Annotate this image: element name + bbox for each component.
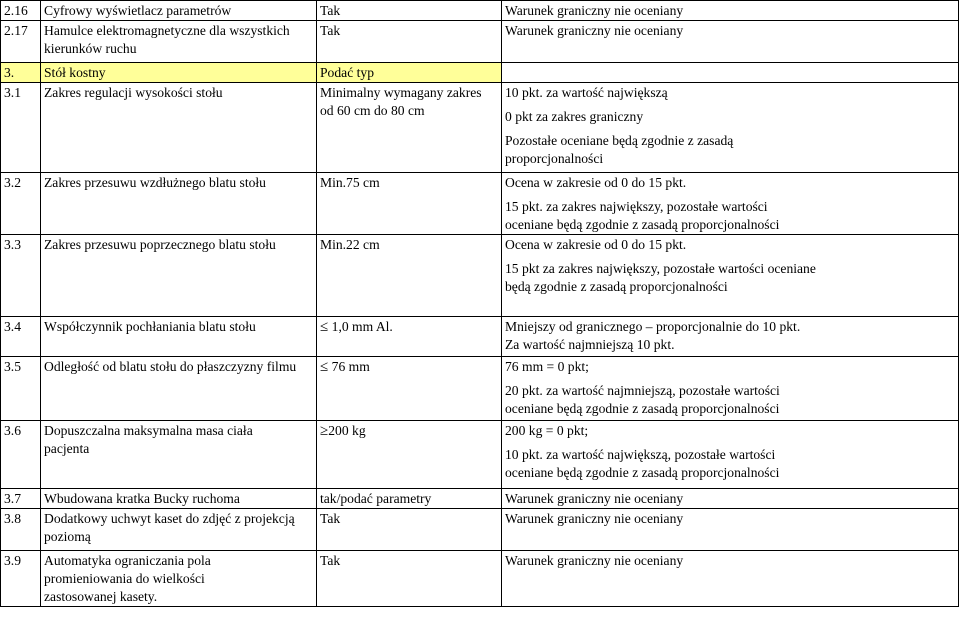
evaluation-line: Warunek graniczny nie oceniany bbox=[505, 23, 684, 38]
table-row bbox=[1, 235, 959, 317]
evaluation-line: Warunek graniczny nie oceniany bbox=[505, 553, 684, 568]
evaluation-line: Warunek graniczny nie oceniany bbox=[505, 511, 684, 526]
table-row bbox=[1, 489, 959, 509]
row-description: Dopuszczalna maksymalna masa ciała pacjenta bbox=[41, 421, 317, 489]
row-number: 3.4 bbox=[1, 317, 41, 357]
row-requirement: tak/podać parametry bbox=[317, 489, 502, 509]
row-evaluation bbox=[502, 551, 959, 607]
table-row bbox=[1, 83, 959, 173]
row-requirement: Min.22 cm bbox=[317, 235, 502, 317]
row-description: Współczynnik pochłaniania blatu stołu bbox=[41, 317, 317, 357]
row-description: Cyfrowy wyświetlacz parametrów bbox=[41, 1, 317, 21]
row-number: 2.16 bbox=[1, 1, 41, 21]
section-number: 3. bbox=[1, 63, 41, 83]
row-evaluation bbox=[502, 489, 959, 509]
row-evaluation bbox=[502, 357, 959, 421]
row-number: 3.7 bbox=[1, 489, 41, 509]
row-number: 2.17 bbox=[1, 21, 41, 63]
row-requirement bbox=[317, 357, 502, 421]
table-row bbox=[1, 357, 959, 421]
requirement-value: 1,0 mm Al. bbox=[331, 319, 393, 334]
row-number: 3.2 bbox=[1, 173, 41, 235]
evaluation-line: 200 kg = 0 pkt; bbox=[505, 423, 589, 438]
row-requirement bbox=[317, 317, 502, 357]
evaluation-line: Warunek graniczny nie oceniany bbox=[505, 3, 684, 18]
row-requirement bbox=[317, 421, 502, 489]
row-description: Automatyka ograniczania pola promieniowania do wielkości zastosowanej kasety. bbox=[41, 551, 317, 607]
table-row bbox=[1, 317, 959, 357]
row-number: 3.3 bbox=[1, 235, 41, 317]
less-equal-icon: ≤ bbox=[320, 319, 329, 335]
row-number: 3.8 bbox=[1, 509, 41, 551]
less-equal-icon: ≤ bbox=[320, 359, 329, 375]
section-title: Stół kostny bbox=[41, 63, 317, 83]
row-requirement: Tak bbox=[317, 21, 502, 63]
row-evaluation bbox=[502, 421, 959, 489]
evaluation-line: 10 pkt. za wartość największą, pozostałe wartości oceniane będą zgodnie z zasadą proporcjonalności bbox=[505, 447, 780, 480]
section-requirement: Podać typ bbox=[317, 63, 502, 83]
requirement-value: 200 kg bbox=[328, 423, 366, 438]
table-row bbox=[1, 509, 959, 551]
row-requirement: Tak bbox=[317, 1, 502, 21]
row-description: Odległość od blatu stołu do płaszczyzny filmu bbox=[41, 357, 317, 421]
evaluation-line: Pozostałe oceniane będą zgodnie z zasadą proporcjonalności bbox=[505, 133, 734, 166]
row-evaluation bbox=[502, 317, 959, 357]
row-description: Zakres przesuwu wzdłużnego blatu stołu bbox=[41, 173, 317, 235]
row-description: Zakres regulacji wysokości stołu bbox=[41, 83, 317, 173]
row-requirement: Min.75 cm bbox=[317, 173, 502, 235]
row-evaluation bbox=[502, 1, 959, 21]
row-description: Dodatkowy uchwyt kaset do zdjęć z projekcją poziomą bbox=[41, 509, 317, 551]
row-number: 3.6 bbox=[1, 421, 41, 489]
row-evaluation bbox=[502, 83, 959, 173]
row-evaluation bbox=[502, 509, 959, 551]
row-requirement: Tak bbox=[317, 551, 502, 607]
greater-equal-icon: ≥ bbox=[320, 423, 329, 439]
evaluation-line: 15 pkt. za zakres największy, pozostałe wartości oceniane będą zgodnie z zasadą proporcjonalności bbox=[505, 199, 780, 232]
table-row bbox=[1, 551, 959, 607]
row-requirement: Tak bbox=[317, 509, 502, 551]
evaluation-line: Ocena w zakresie od 0 do 15 pkt. bbox=[505, 237, 687, 252]
row-description: Wbudowana kratka Bucky ruchoma bbox=[41, 489, 317, 509]
evaluation-line: 76 mm = 0 pkt; bbox=[505, 359, 589, 374]
evaluation-line: 20 pkt. za wartość najmniejszą, pozostałe wartości oceniane będą zgodnie z zasadą proporcjonalności bbox=[505, 383, 780, 416]
requirement-value: 76 mm bbox=[331, 359, 370, 374]
table-row bbox=[1, 21, 959, 63]
section-row bbox=[1, 63, 959, 83]
row-evaluation bbox=[502, 173, 959, 235]
table-row bbox=[1, 421, 959, 489]
section-evaluation bbox=[502, 63, 959, 83]
row-number: 3.1 bbox=[1, 83, 41, 173]
evaluation-line: 0 pkt za zakres graniczny bbox=[505, 109, 644, 124]
evaluation-line: Ocena w zakresie od 0 do 15 pkt. bbox=[505, 175, 687, 190]
row-number: 3.9 bbox=[1, 551, 41, 607]
table-row bbox=[1, 1, 959, 21]
row-description: Hamulce elektromagnetyczne dla wszystkich kierunków ruchu bbox=[41, 21, 317, 63]
evaluation-line: 15 pkt za zakres największy, pozostałe wartości oceniane będą zgodnie z zasadą proporcjonalności bbox=[505, 261, 816, 294]
row-evaluation bbox=[502, 21, 959, 63]
row-requirement: Minimalny wymagany zakres od 60 cm do 80 cm bbox=[317, 83, 502, 173]
evaluation-line: 10 pkt. za wartość największą bbox=[505, 85, 668, 100]
evaluation-line: Warunek graniczny nie oceniany bbox=[505, 491, 684, 506]
row-evaluation bbox=[502, 235, 959, 317]
table-row bbox=[1, 173, 959, 235]
row-description: Zakres przesuwu poprzecznego blatu stołu bbox=[41, 235, 317, 317]
evaluation-line: Mniejszy od granicznego – proporcjonalnie do 10 pkt. Za wartość najmniejszą 10 pkt. bbox=[505, 319, 801, 352]
row-number: 3.5 bbox=[1, 357, 41, 421]
